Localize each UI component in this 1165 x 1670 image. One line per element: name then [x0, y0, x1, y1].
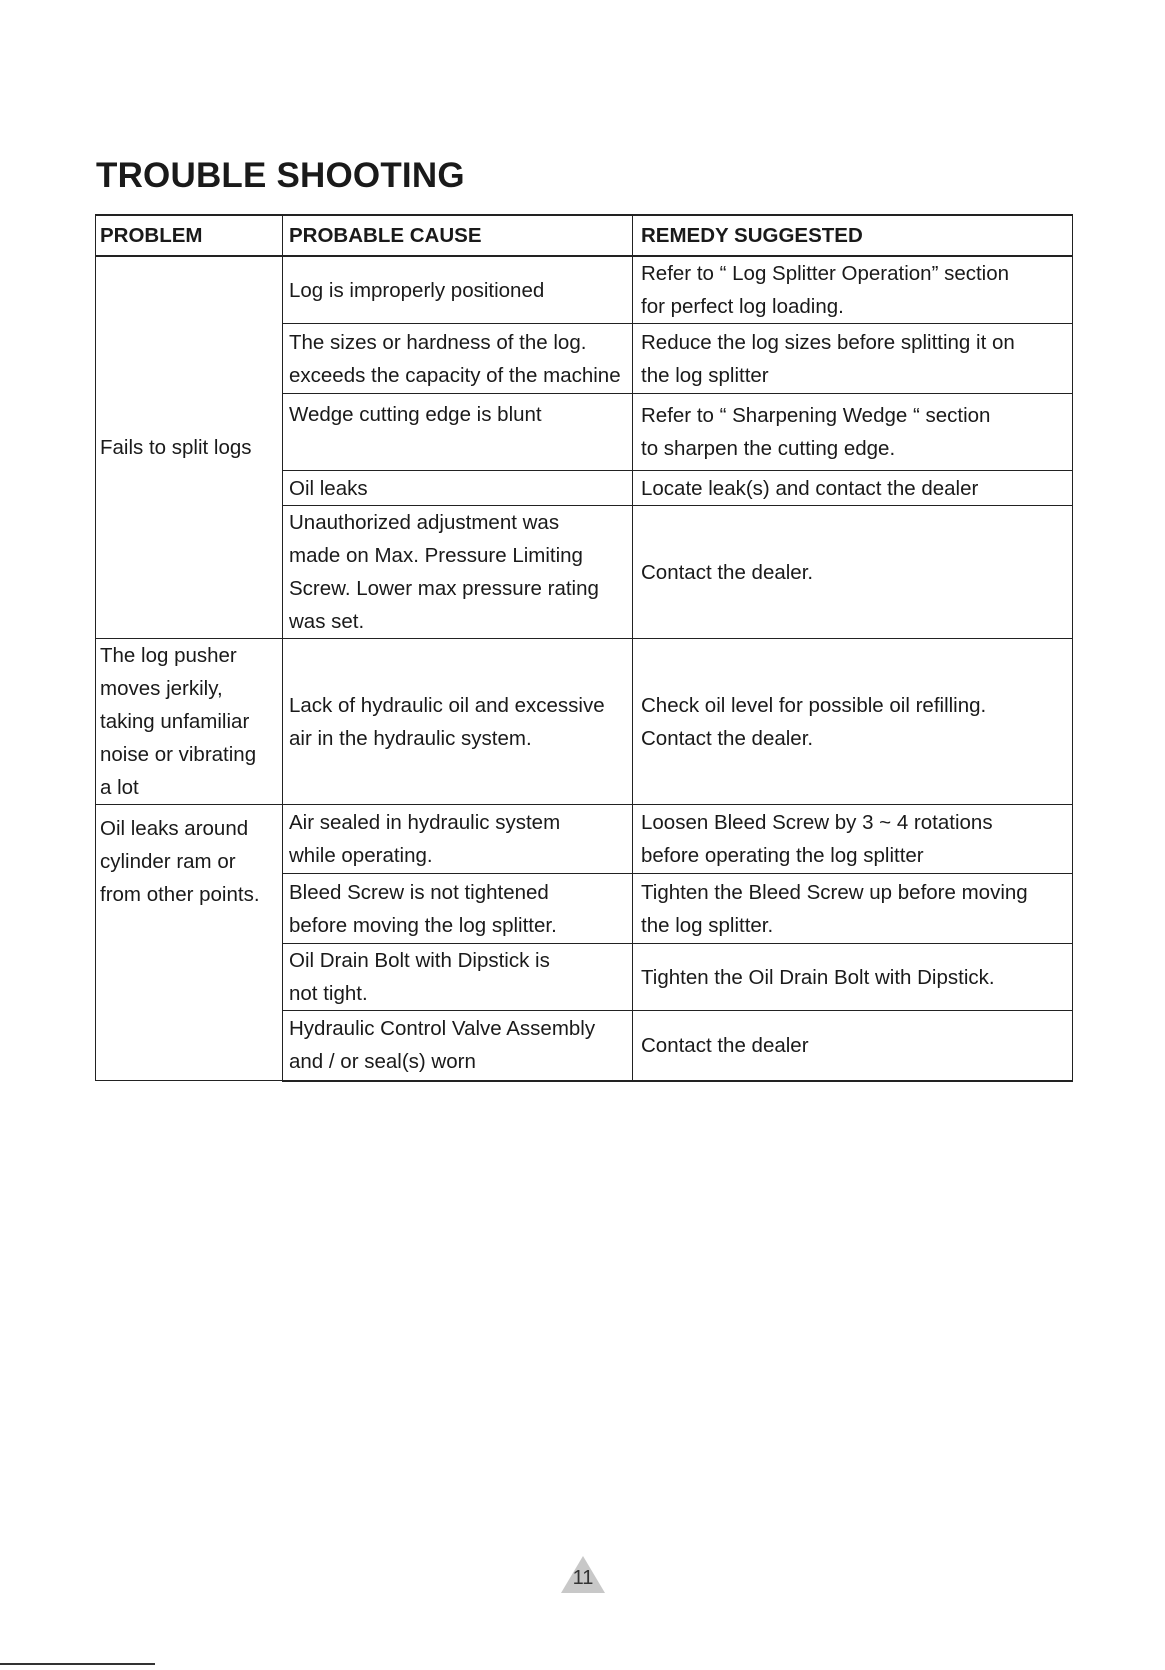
- remedy-cell: Refer to “ Log Splitter Operation” section for perfect log loading.: [633, 256, 1073, 324]
- remedy-cell: Contact the dealer.: [633, 506, 1073, 639]
- cause-cell: Log is improperly positioned: [283, 256, 633, 324]
- header-probable-cause: PROBABLE CAUSE: [283, 215, 633, 256]
- problem-cell: The log pusher moves jerkily, taking unfamiliar noise or vibrating a lot: [96, 639, 283, 805]
- cause-cell: Hydraulic Control Valve Assembly and / or seal(s) worn: [283, 1011, 633, 1081]
- remedy-cell: Refer to “ Sharpening Wedge “ section to sharpen the cutting edge.: [633, 394, 1073, 471]
- page-number: 11: [572, 1567, 594, 1589]
- cause-cell: Wedge cutting edge is blunt: [283, 394, 633, 471]
- remedy-cell: Tighten the Bleed Screw up before moving the log splitter.: [633, 874, 1073, 944]
- cause-cell: Lack of hydraulic oil and excessive air in the hydraulic system.: [283, 639, 633, 805]
- remedy-cell: Contact the dealer: [633, 1011, 1073, 1081]
- remedy-cell: Locate leak(s) and contact the dealer: [633, 471, 1073, 506]
- header-remedy-suggested: REMEDY SUGGESTED: [633, 215, 1073, 256]
- cause-cell: Unauthorized adjustment was made on Max. Pressure Limiting Screw. Lower max pressure rating was set.: [283, 506, 633, 639]
- cause-cell: Air sealed in hydraulic system while operating.: [283, 805, 633, 874]
- troubleshooting-table: [95, 214, 1073, 1082]
- page-number-badge: [559, 1555, 607, 1595]
- table-row: [96, 256, 1073, 324]
- cause-cell: Oil leaks: [283, 471, 633, 506]
- cause-cell: Bleed Screw is not tightened before moving the log splitter.: [283, 874, 633, 944]
- table-row: [96, 805, 1073, 874]
- remedy-cell: Loosen Bleed Screw by 3 ~ 4 rotations before operating the log splitter: [633, 805, 1073, 874]
- page-title: TROUBLE SHOOTING: [96, 156, 465, 195]
- remedy-cell: Tighten the Oil Drain Bolt with Dipstick.: [633, 944, 1073, 1011]
- remedy-cell: Reduce the log sizes before splitting it on the log splitter: [633, 324, 1073, 394]
- bottom-rule: [0, 1663, 155, 1665]
- cause-cell: Oil Drain Bolt with Dipstick is not tight.: [283, 944, 633, 1011]
- problem-cell: Fails to split logs: [96, 256, 283, 639]
- remedy-cell: Check oil level for possible oil refilling. Contact the dealer.: [633, 639, 1073, 805]
- cause-cell: The sizes or hardness of the log. exceeds the capacity of the machine: [283, 324, 633, 394]
- header-problem: PROBLEM: [96, 215, 283, 256]
- table-row: [96, 639, 1073, 805]
- problem-cell: Oil leaks around cylinder ram or from other points.: [96, 805, 283, 1081]
- table-header-row: [96, 215, 1073, 256]
